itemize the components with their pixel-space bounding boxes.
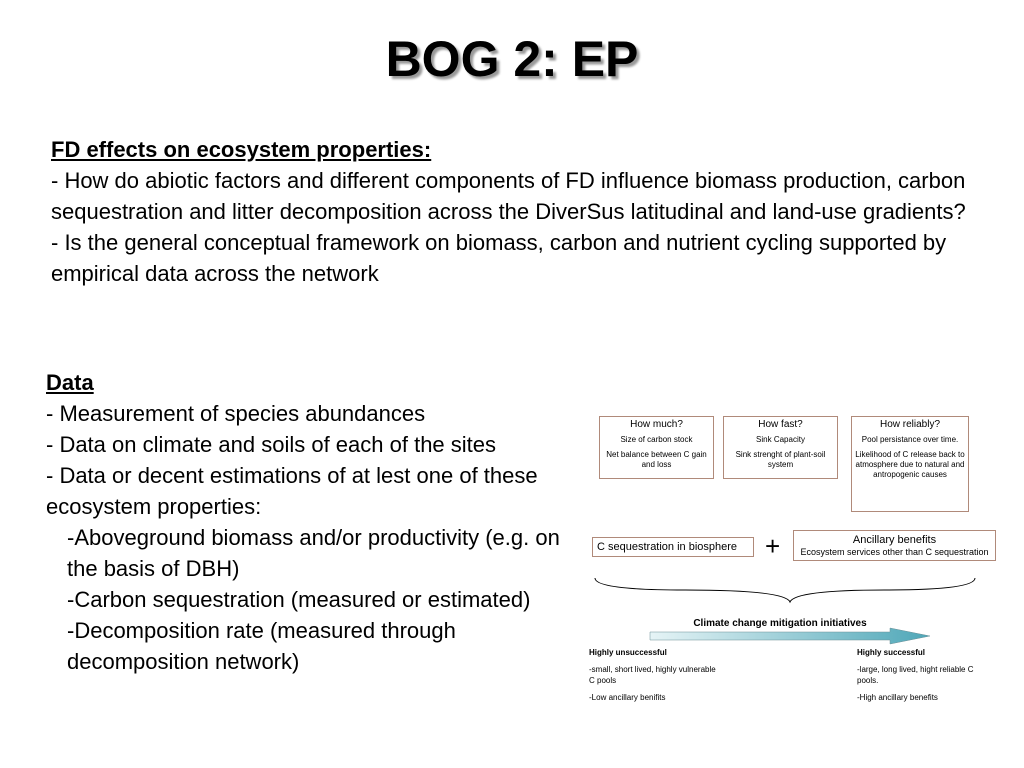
box-heading: How reliably?: [879, 419, 941, 430]
data-item: - Data or decent estimations of at lest one of these ecosystem properties:: [46, 463, 538, 519]
curly-brace: [595, 578, 975, 602]
data-item: - Measurement of species abundances: [46, 401, 426, 426]
successful-line: -large, long lived, hight reliable C pools.: [857, 665, 974, 685]
successful-heading: Highly successful: [857, 648, 926, 657]
fd-question-2: - Is the general conceptual framework on biomass, carbon and nutrient cycling supported by empirical data across the network: [51, 230, 947, 286]
box-line: Likelihood of C release back to atmosphere due to natural and antropogenic causes: [855, 450, 965, 479]
data-subitem: -Decomposition rate (measured through decomposition network): [67, 618, 456, 674]
box-line: Sink Capacity: [756, 435, 805, 444]
box-line: Pool persistance over time.: [861, 435, 959, 444]
data-section: [46, 367, 586, 677]
box-heading: How much?: [630, 419, 683, 430]
how-much-box: [599, 416, 714, 479]
how-fast-box: [723, 416, 838, 479]
unsuccessful-line: -Low ancillary benifits: [589, 693, 666, 702]
ancillary-subtitle: Ecosystem services other than C sequestration: [800, 547, 989, 557]
unsuccessful-heading: Highly unsuccessful: [589, 648, 667, 657]
successful-line: -High ancillary benefits: [857, 693, 938, 702]
ancillary-benefits-box: [793, 530, 996, 561]
data-heading: Data: [46, 370, 94, 395]
unsuccessful-line: -small, short lived, highly vulnerable C pools: [589, 665, 716, 685]
successful-column: [857, 647, 982, 709]
box-line: Size of carbon stock: [620, 435, 693, 444]
box-line: Sink strenght of plant-soil system: [735, 450, 826, 469]
fd-effects-heading: FD effects on ecosystem properties:: [51, 137, 432, 162]
data-subitem: -Aboveground biomass and/or productivity (e.g. on the basis of DBH): [67, 525, 560, 581]
fd-question-1: - How do abiotic factors and different components of FD influence biomass production, carbon sequestration and litter decomposition across the DiverSus latitudinal and land-use gradients?: [51, 168, 966, 224]
mitigation-initiatives-label: Climate change mitigation initiatives: [693, 618, 867, 629]
plus-sign: +: [765, 531, 781, 561]
data-item: - Data on climate and soils of each of the sites: [46, 432, 497, 457]
c-sequestration-box: C sequestration in biosphere: [592, 537, 754, 557]
box-line: Net balance between C gain and loss: [606, 450, 707, 469]
box-heading: How fast?: [758, 419, 803, 430]
diagram-connectors: [585, 560, 1005, 650]
fd-effects-section: [51, 134, 981, 289]
ancillary-title: Ancillary benefits: [852, 534, 937, 546]
mitigation-arrow: [650, 628, 930, 644]
unsuccessful-column: [589, 647, 719, 709]
data-subitem: -Carbon sequestration (measured or estimated): [67, 587, 531, 612]
how-reliably-box: [851, 416, 969, 512]
slide-title: BOG 2: EP: [385, 31, 639, 87]
